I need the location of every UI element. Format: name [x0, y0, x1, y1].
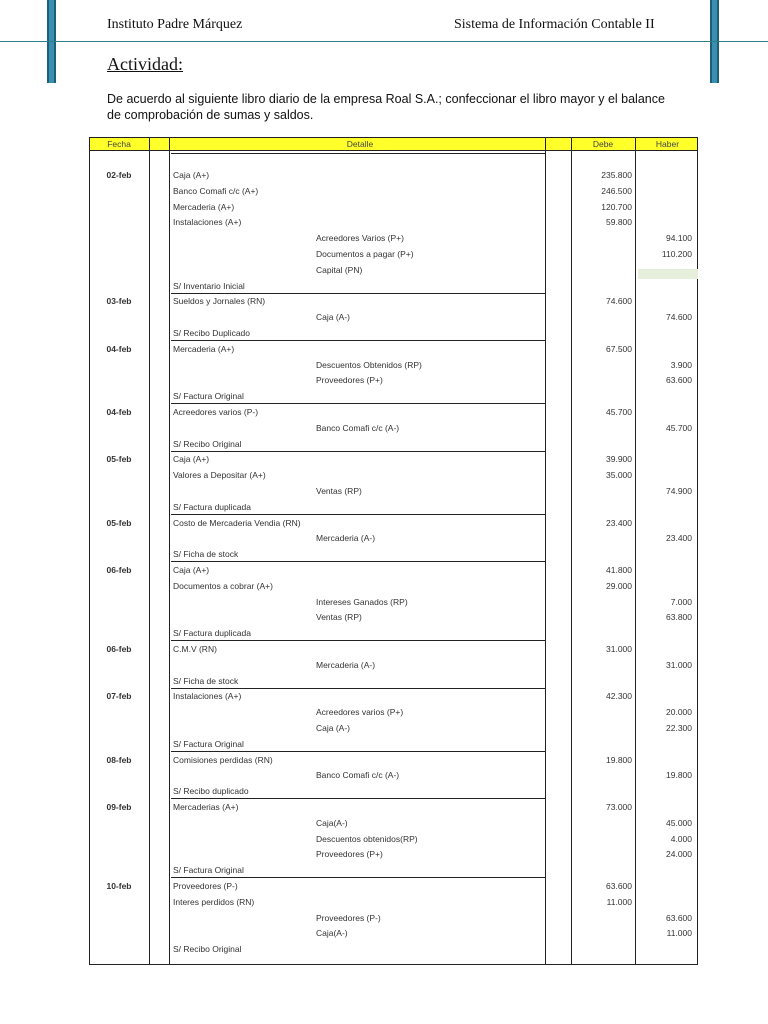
entry-debit: 120.700: [601, 201, 632, 212]
entry-date: 07-feb: [106, 691, 132, 702]
entry-debit: 235.800: [601, 170, 632, 180]
entry-debit: 39.900: [606, 454, 632, 465]
entry-debit: 45.700: [606, 407, 632, 417]
entry-contra-account: Mercaderia (A-): [316, 659, 376, 670]
entry-date: 10-feb: [106, 881, 132, 891]
entry-separator: [171, 340, 545, 341]
entry-account: Costo de Mercaderia Vendia (RN): [173, 517, 301, 528]
divider-debit: [571, 137, 572, 965]
entry-debit: 246.500: [601, 185, 632, 196]
entry-contra-account: Caja (A-): [316, 312, 351, 323]
column-header-date: Fecha: [107, 139, 131, 149]
entry-account: S/ Factura Original: [173, 738, 244, 749]
entry-date: 08-feb: [106, 754, 132, 765]
entry-account: S/ Factura duplicada: [173, 501, 251, 512]
entry-credit: 110.200: [661, 249, 692, 259]
entry-separator: [171, 561, 545, 562]
entry-account: Documentos a cobrar (A+): [173, 580, 273, 591]
column-header-debit: Debe: [592, 139, 614, 149]
entry-contra-account: Proveedores (P+): [316, 849, 383, 860]
entry-contra-account: Acreedores varios (P+): [316, 707, 404, 718]
entry-debit: 42.300: [606, 691, 632, 702]
entry-credit: 63.600: [666, 912, 692, 923]
entry-separator: [171, 877, 545, 878]
entry-separator: [171, 640, 545, 641]
entry-credit: 23.400: [666, 533, 692, 544]
entry-separator: [171, 514, 545, 515]
entry-account: Valores a Depositar (A+): [173, 470, 266, 481]
journal-table: [89, 137, 698, 965]
table-border-right: [697, 137, 698, 965]
entry-contra-account: Capital (PN): [316, 264, 363, 275]
entry-debit: 11.000: [606, 896, 632, 907]
entry-separator: [171, 798, 545, 799]
entry-account: Mercaderia (A+): [173, 343, 235, 354]
entry-credit: 11.000: [666, 928, 692, 939]
entry-contra-account: Caja (A-): [316, 723, 351, 733]
entry-credit: 45.000: [666, 817, 692, 828]
entry-account: S/ Factura Original: [173, 391, 244, 402]
entry-account: Instalaciones (A+): [173, 217, 242, 228]
activity-instructions: De acuerdo al siguiente libro diario de la empresa Roal S.A.; confeccionar el libro mayor y el balance de comprobación de sumas y saldos.: [107, 92, 665, 122]
entry-contra-account: Intereses Ganados (RP): [316, 596, 408, 607]
divider-detail-right: [545, 137, 546, 965]
header-course: Sistema de Información Contable II: [454, 17, 655, 32]
entry-contra-account: Caja(A-): [316, 817, 348, 828]
entry-contra-account: Proveedores (P+): [316, 375, 383, 386]
column-header-credit: Haber: [655, 139, 680, 149]
table-border-bottom: [89, 964, 698, 965]
entry-account: Mercaderias (A+): [173, 802, 239, 812]
entry-date: 05-feb: [106, 454, 132, 465]
entry-credit: 19.800: [666, 770, 692, 781]
entry-account: Acreedores varios (P-): [173, 407, 259, 417]
entry-debit: 74.600: [606, 296, 632, 307]
entry-debit: 41.800: [606, 565, 632, 575]
entry-date: 04-feb: [106, 407, 132, 417]
entry-credit: 3.900: [670, 359, 692, 370]
divider-date: [149, 137, 150, 965]
entry-separator: [171, 451, 545, 452]
table-border-left: [89, 137, 90, 965]
entry-account: Sueldos y Jornales (RN): [173, 296, 266, 307]
entry-credit: 94.100: [666, 233, 692, 244]
header-institution: Instituto Padre Márquez: [107, 17, 243, 32]
entry-credit: 22.300: [666, 723, 692, 733]
entry-credit: 20.000: [666, 707, 692, 718]
entry-credit: 24.000: [666, 849, 692, 860]
column-header-detail: Detalle: [346, 139, 374, 149]
entry-account: S/ Factura Original: [173, 865, 244, 876]
entry-contra-account: Acreedores Varios (P+): [316, 233, 404, 244]
entry-debit: 73.000: [606, 802, 632, 812]
entry-debit: 35.000: [606, 470, 632, 481]
entry-date: 06-feb: [106, 644, 132, 654]
entry-date: 02-feb: [106, 170, 132, 180]
entry-separator: [171, 688, 545, 689]
entry-account: Banco Comafi c/c (A+): [173, 185, 259, 196]
entry-contra-account: Mercaderia (A-): [316, 533, 376, 544]
entry-credit: 63.800: [666, 612, 692, 623]
entry-account: S/ Recibo Duplicado: [173, 328, 251, 338]
entry-credit: 45.700: [666, 422, 692, 433]
entry-separator: [171, 403, 545, 404]
entry-account: Caja (A+): [173, 565, 210, 575]
entry-date: 03-feb: [106, 296, 132, 307]
entry-account: Interes perdidos (RN): [173, 896, 255, 907]
entry-debit: 31.000: [606, 644, 632, 654]
entry-contra-account: Descuentos Obtenidos (RP): [316, 359, 422, 370]
entry-account: Proveedores (P-): [173, 881, 238, 891]
entry-contra-account: Caja(A-): [316, 928, 348, 939]
entry-contra-account: Banco Comafi c/c (A-): [316, 422, 400, 433]
entry-account: S/ Recibo Original: [173, 944, 242, 955]
detail-box-top: [171, 153, 545, 154]
entry-account: S/ Recibo duplicado: [173, 786, 249, 797]
entry-account: S/ Inventario Inicial: [173, 280, 245, 291]
entry-debit: 59.800: [606, 217, 632, 228]
entry-contra-account: Ventas (RP): [316, 612, 362, 623]
entry-account: S/ Recibo Original: [173, 438, 242, 449]
entry-date: 06-feb: [106, 565, 132, 575]
entry-credit: 4.000: [670, 833, 692, 844]
entry-contra-account: Descuentos obtenidos(RP): [316, 833, 418, 844]
entry-contra-account: Proveedores (P-): [316, 912, 381, 923]
entry-account: C.M.V (RN): [173, 644, 217, 654]
entry-account: S/ Factura duplicada: [173, 628, 251, 639]
entry-credit: 7.000: [670, 596, 692, 607]
activity-title: Actividad:: [107, 54, 183, 74]
entry-separator: [171, 293, 545, 294]
entry-credit: 74.900: [666, 486, 692, 496]
divider-detail-left: [169, 137, 170, 965]
entry-account: S/ Ficha de stock: [173, 675, 239, 686]
entry-contra-account: Ventas (RP): [316, 486, 362, 496]
highlight-cell: [638, 269, 698, 279]
entry-separator: [171, 751, 545, 752]
entry-debit: 19.800: [606, 754, 632, 765]
entry-debit: 63.600: [606, 881, 632, 891]
entry-contra-account: Banco Comafi c/c (A-): [316, 770, 400, 781]
header-rule: [0, 41, 768, 42]
entry-account: Caja (A+): [173, 454, 210, 465]
entry-account: S/ Ficha de stock: [173, 549, 239, 560]
entry-credit: 31.000: [666, 659, 692, 670]
entry-credit: 74.600: [666, 312, 692, 323]
entry-date: 05-feb: [106, 517, 132, 528]
entry-debit: 29.000: [606, 580, 632, 591]
entry-account: Comisiones perdidas (RN): [173, 754, 273, 765]
entry-debit: 23.400: [606, 517, 632, 528]
entry-debit: 67.500: [606, 343, 632, 354]
entry-contra-account: Documentos a pagar (P+): [316, 249, 414, 259]
entry-account: Instalaciones (A+): [173, 691, 242, 702]
entry-account: Mercaderia (A+): [173, 201, 235, 212]
entry-credit: 63.600: [666, 375, 692, 386]
entry-date: 04-feb: [106, 343, 132, 354]
entry-account: Caja (A+): [173, 170, 210, 180]
entry-date: 09-feb: [106, 802, 132, 812]
